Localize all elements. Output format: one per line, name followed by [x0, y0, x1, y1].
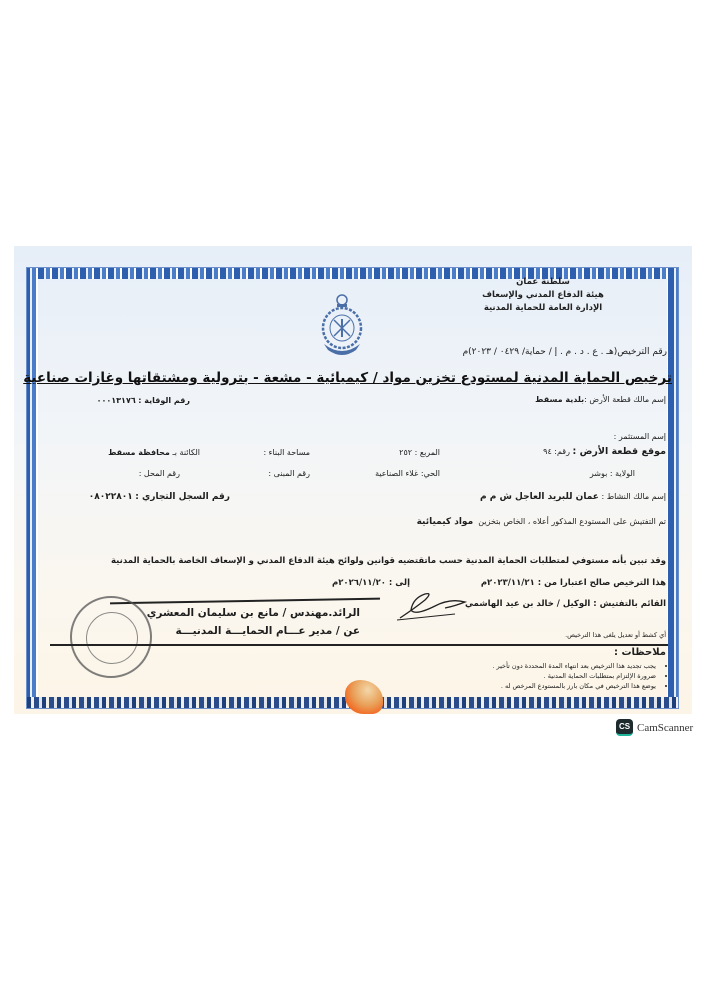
plot-location-row — [500, 446, 666, 457]
commercial-register-row — [60, 492, 230, 502]
wilayat-label: الولاية : — [609, 469, 635, 478]
validity-label: هذا الترخيص صالح اعتبارا من : — [537, 578, 666, 588]
square-value: ٢٥٢ — [399, 448, 413, 457]
shop-number-row — [110, 469, 180, 478]
notes-heading: ملاحظات : — [613, 647, 666, 658]
director-title: عن / مدير عـــام الحمايـــة المدنيـــة — [175, 625, 360, 637]
emblem-icon — [316, 292, 368, 360]
square-label: المربع : — [414, 448, 440, 457]
plot-number-value: ٩٤ — [543, 447, 552, 456]
inspector-label: القائم بالتفتيش : — [593, 599, 666, 609]
camscanner-watermark — [616, 719, 693, 736]
validity-to-row — [300, 578, 410, 588]
investor-label: إسم المستثمر : — [613, 432, 666, 441]
wilayat-value: بوشر — [589, 469, 608, 478]
header-department: الإدارة العامة للحماية المدنية — [483, 303, 603, 313]
camscanner-text: CamScanner — [637, 721, 694, 734]
separator-line — [50, 644, 668, 646]
activity-owner-value: عمان للبريد العاجل ش م م — [480, 492, 599, 502]
validity-to: ٢٠٢٦/١١/٢٠م — [332, 578, 386, 588]
building-area-label: مساحة البناء : — [263, 448, 310, 457]
tamper-warning: أي كشط أو تعديل يلغى هذا الترخيص. — [565, 631, 666, 639]
located-in-label: الكائنة بـ — [172, 448, 200, 457]
license-number: رقم الترخيص(هـ . ع . د . م . إ / حماية/ ٠٤٢٩ / ٢٠٢٣)م — [462, 347, 667, 357]
square-row — [360, 448, 440, 457]
activity-owner-label: إسم مالك النشاط : — [601, 492, 666, 501]
activity-owner-row — [420, 492, 666, 502]
note-item: • يوضع هذا الترخيص في مكان بارز بالمستودع المرخص له . — [400, 681, 656, 691]
land-owner-row — [440, 395, 666, 404]
commercial-register-label: رقم السجل التجاري : — [135, 492, 230, 502]
official-stamp — [70, 596, 152, 678]
note-item: • يجب تجديد هذا الترخيص بعد انتهاء المدة المحددة دون تأخير . — [400, 661, 656, 671]
certificate-title: ترخيص الحماية المدنية لمستودع تخزين مواد / كيميائية - مشعة - بترولية ومشتقاتها وغازات صناعية — [23, 370, 672, 386]
validity-from: ٢٠٢٣/١١/٢١م — [480, 578, 535, 588]
inspection-statement — [360, 517, 666, 527]
commercial-register-value: ٠٨٠٢٢٨٠١ — [88, 492, 133, 502]
land-owner-label: إسم مالك قطعة الأرض : — [584, 395, 666, 404]
protection-number-label: رقم الوقاية : — [138, 396, 190, 405]
building-number-row — [230, 469, 310, 478]
inspector-signature-icon — [395, 588, 475, 622]
land-owner-value: بلدية مسقط — [535, 395, 585, 404]
protection-number-row — [60, 396, 190, 405]
wilayat-row — [530, 469, 635, 478]
plot-number-label: رقم: — [554, 447, 570, 456]
issuer-header — [468, 276, 618, 315]
located-in-value: محافظة مسقط — [108, 448, 170, 457]
district-value: غلاء الصناعية — [375, 469, 419, 478]
notes-list — [400, 661, 666, 691]
investor-row — [560, 432, 666, 441]
header-country: سلطنة عمان — [516, 277, 570, 287]
shop-number-label: رقم المحل : — [138, 469, 180, 478]
building-area-row — [230, 448, 310, 457]
validity-from-row — [420, 578, 666, 588]
validity-to-label: إلى : — [388, 578, 410, 588]
inspector-value: الوكيل / خالد بن عيد الهاشمي — [464, 599, 591, 609]
district-label: الحي: — [420, 469, 440, 478]
compliance-statement: وقد تبين بأنه مستوفي لمتطلبات الحماية المدنية حسب ماتقتضيه قوانين ولوائح هيئة الدفاع المدني و الإسعاف الخاصة بالحماية المدنية — [111, 556, 666, 566]
plot-location-label: موقع قطعة الأرض : — [572, 446, 666, 457]
inspection-material: مواد كيميائية — [416, 517, 474, 527]
note-item: • ضرورة الإلتزام بمتطلبات الحماية المدنية . — [400, 671, 656, 681]
protection-number-value: ٠٠٠١٣١٧٦ — [96, 396, 136, 405]
inspection-prefix: تم التفتيش على المستودع المذكور أعلاه ، الخاص بتخزين — [478, 517, 666, 526]
district-row — [340, 469, 440, 478]
director-name: الرائد.مهندس / مانع بن سليمان المعشري — [146, 607, 360, 619]
camscanner-logo-icon: CS — [616, 719, 633, 736]
located-in-row — [90, 448, 200, 457]
header-authority: هيئة الدفاع المدني والإسعاف — [482, 290, 604, 300]
building-number-label: رقم المبنى : — [268, 469, 310, 478]
